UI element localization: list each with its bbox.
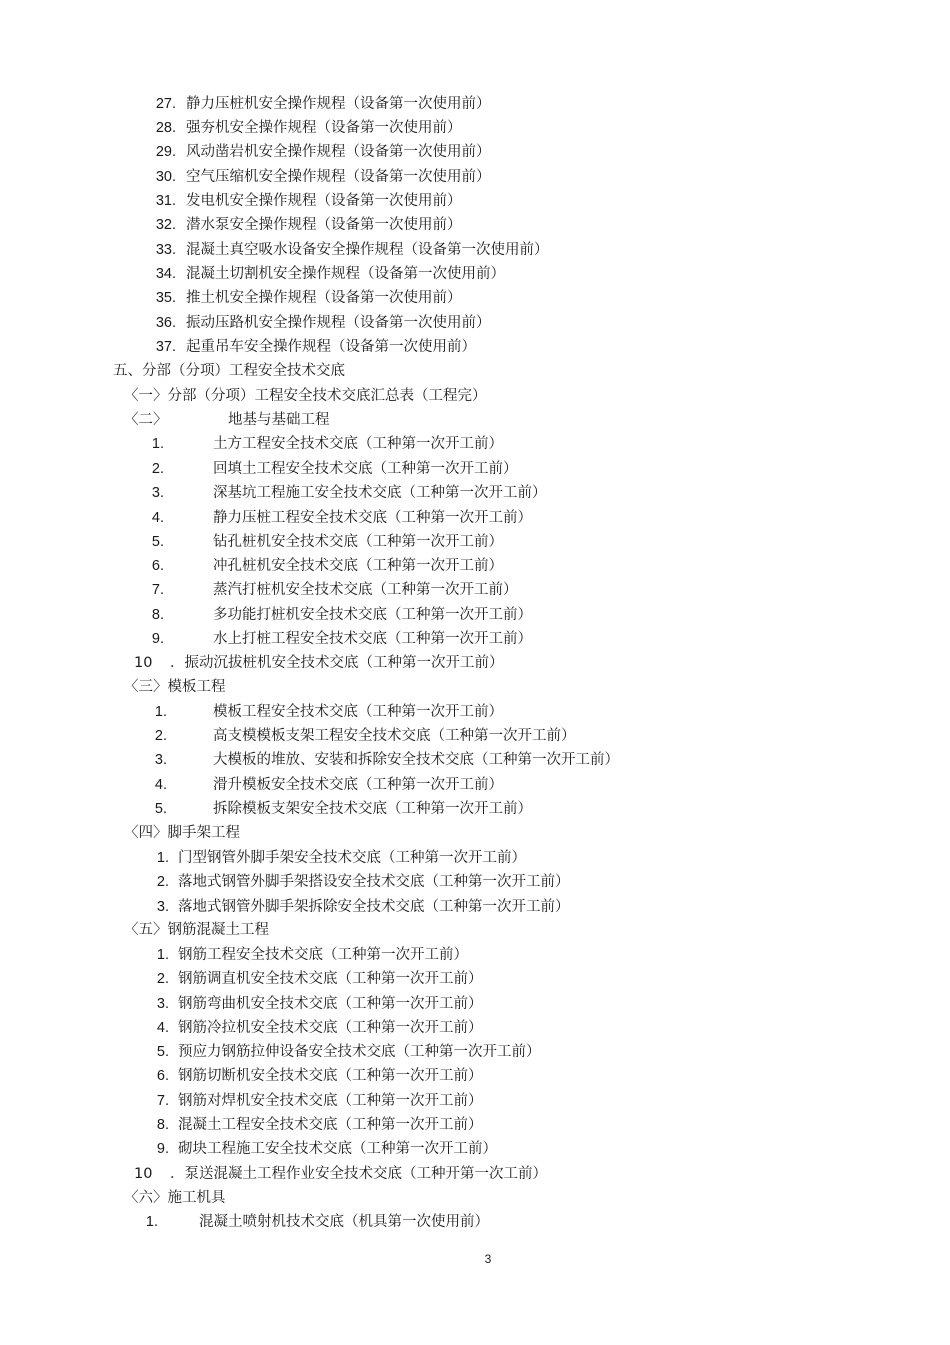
item-number: 3. (156, 899, 169, 915)
item-text: 空气压缩机安全操作规程（设备第一次使用前） (186, 169, 491, 185)
item-number: 7. (156, 1093, 169, 1109)
item-number: 2. (154, 728, 167, 744)
item-text: 潜水泵安全操作规程（设备第一次使用前） (186, 217, 462, 233)
item-text: 起重吊车安全操作规程（设备第一次使用前） (186, 339, 476, 355)
item-text: 冲孔桩机安全技术交底（工种第一次开工前） (213, 558, 503, 574)
item-number: 33. (155, 242, 176, 258)
item-number: 27. (155, 96, 176, 112)
item-text: 预应力钢筋拉伸设备安全技术交底（工种第一次开工前） (178, 1044, 541, 1060)
item-text: 钢筋冷拉机安全技术交底（工种第一次开工前） (178, 1020, 483, 1036)
subsection-title: 〈五〉钢筋混凝土工程 (124, 922, 269, 938)
item-text: 砌块工程施工安全技术交底（工种第一次开工前） (178, 1141, 497, 1157)
item-text: 回填土工程安全技术交底（工种第一次开工前） (213, 461, 518, 477)
item-number: 1. (156, 947, 169, 963)
subsection-title: 〈六〉施工机具 (124, 1190, 226, 1206)
item-number: 3. (154, 752, 167, 768)
item-text: 钢筋切断机安全技术交底（工种第一次开工前） (178, 1068, 483, 1084)
subsection-title: 地基与基础工程 (228, 412, 330, 428)
page-number: 3 (484, 1252, 492, 1266)
item-text: 落地式钢管外脚手架搭设安全技术交底（工种第一次开工前） (178, 874, 570, 890)
item-text: 风动凿岩机安全操作规程（设备第一次使用前） (186, 144, 491, 160)
item-number: 3. (151, 485, 164, 501)
item-number: 2. (156, 971, 169, 987)
item-number: 10 (134, 655, 153, 671)
item-number: 28. (155, 120, 176, 136)
subsection-title: 〈四〉脚手架工程 (124, 825, 240, 841)
item-text: 钢筋工程安全技术交底（工种第一次开工前） (178, 947, 468, 963)
item-number: 34. (155, 266, 176, 282)
item-number: 35. (155, 290, 176, 306)
item-number: 9. (156, 1141, 169, 1157)
item-text: 模板工程安全技术交底（工种第一次开工前） (213, 704, 503, 720)
item-text: 混凝土喷射机技术交底（机具第一次使用前） (199, 1214, 489, 1230)
section-heading-text: 五、分部（分项）工程安全技术交底 (113, 363, 345, 379)
item-number: 8. (156, 1117, 169, 1133)
item-text: 拆除模板支架安全技术交底（工种第一次开工前） (213, 801, 532, 817)
item-text: 门型钢管外脚手架安全技术交底（工种第一次开工前） (178, 850, 526, 866)
item-number: 37. (155, 339, 176, 355)
item-number: 9. (151, 631, 164, 647)
item-text: 高支模模板支架工程安全技术交底（工种第一次开工前） (213, 728, 576, 744)
item-text: 钢筋对焊机安全技术交底（工种第一次开工前） (178, 1093, 483, 1109)
subsection-title: 〈三〉模板工程 (124, 679, 226, 695)
item-text: 多功能打桩机安全技术交底（工种第一次开工前） (213, 607, 532, 623)
item-number: 31. (155, 193, 176, 209)
item-number: 1. (151, 436, 164, 452)
item-number: 36. (155, 315, 176, 331)
item-text: 钢筋弯曲机安全技术交底（工种第一次开工前） (178, 996, 483, 1012)
item-text: 大模板的堆放、安装和拆除安全技术交底（工种第一次开工前） (213, 752, 619, 768)
item-number: 1. (145, 1214, 158, 1230)
item-text: 发电机安全操作规程（设备第一次使用前） (186, 193, 462, 209)
item-number: 1. (156, 850, 169, 866)
item-text: 振动压路机安全操作规程（设备第一次使用前） (186, 315, 491, 331)
item-text: ．振动沉拔桩机安全技术交底（工种第一次开工前） (170, 655, 504, 671)
item-number: 8. (151, 607, 164, 623)
item-number: 6. (151, 558, 164, 574)
item-text: 静力压桩机安全操作规程（设备第一次使用前） (186, 96, 491, 112)
item-number: 32. (155, 217, 176, 233)
item-number: 10 (134, 1166, 153, 1182)
item-number: 4. (151, 510, 164, 526)
item-text: 土方工程安全技术交底（工种第一次开工前） (213, 436, 503, 452)
item-text: 水上打桩工程安全技术交底（工种第一次开工前） (213, 631, 532, 647)
item-text: 落地式钢管外脚手架拆除安全技术交底（工种第一次开工前） (178, 899, 570, 915)
item-text: ．泵送混凝土工程作业安全技术交底（工种开第一次工前） (170, 1166, 547, 1182)
item-number: 30. (155, 169, 176, 185)
item-text: 混凝土真空吸水设备安全操作规程（设备第一次使用前） (186, 242, 549, 258)
item-number: 5. (156, 1044, 169, 1060)
item-text: 深基坑工程施工安全技术交底（工种第一次开工前） (213, 485, 547, 501)
item-number: 6. (156, 1068, 169, 1084)
item-number: 7. (151, 582, 164, 598)
subsection-marker: 〈二〉 (124, 412, 168, 428)
item-text: 钻孔桩机安全技术交底（工种第一次开工前） (213, 534, 503, 550)
item-text: 钢筋调直机安全技术交底（工种第一次开工前） (178, 971, 483, 987)
item-number: 3. (156, 996, 169, 1012)
item-number: 2. (151, 461, 164, 477)
item-number: 5. (151, 534, 164, 550)
item-text: 混凝土切割机安全操作规程（设备第一次使用前） (186, 266, 505, 282)
item-text: 蒸汽打桩机安全技术交底（工种第一次开工前） (213, 582, 518, 598)
item-text: 静力压桩工程安全技术交底（工种第一次开工前） (213, 510, 532, 526)
item-text: 滑升模板安全技术交底（工种第一次开工前） (213, 777, 503, 793)
item-number: 5. (154, 801, 167, 817)
item-number: 4. (156, 1020, 169, 1036)
item-text: 强夯机安全操作规程（设备第一次使用前） (186, 120, 462, 136)
item-text: 混凝土工程安全技术交底（工种第一次开工前） (178, 1117, 483, 1133)
subsection-title: 〈一〉分部（分项）工程安全技术交底汇总表（工程完） (124, 388, 487, 404)
item-number: 29. (155, 144, 176, 160)
item-number: 1. (154, 704, 167, 720)
item-text: 推土机安全操作规程（设备第一次使用前） (186, 290, 462, 306)
item-number: 4. (154, 777, 167, 793)
item-number: 2. (156, 874, 169, 890)
